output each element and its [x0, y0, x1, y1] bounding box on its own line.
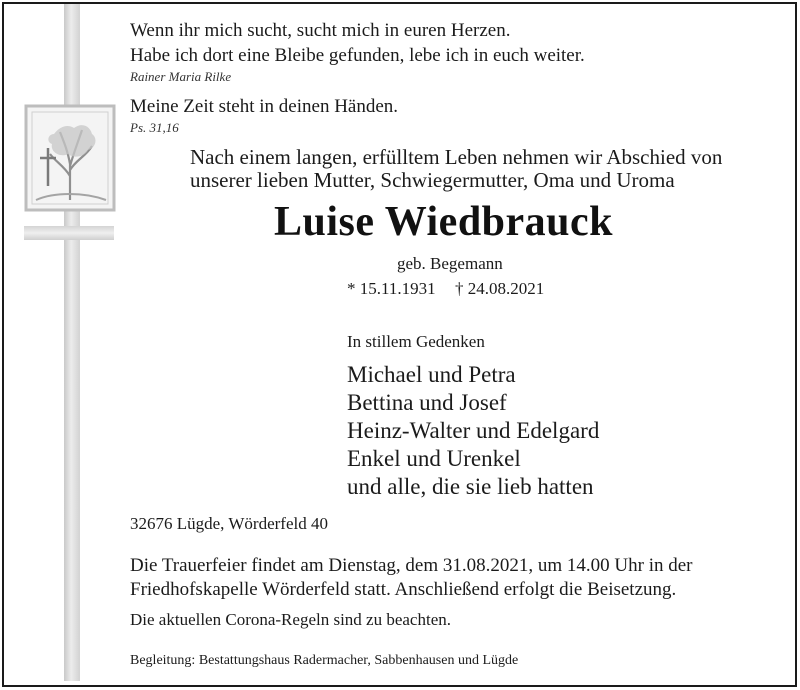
- mourner-line: Enkel und Urenkel: [347, 446, 521, 471]
- ceremony-line: Friedhofskapelle Wörderfeld statt. Anschließend erfolgt die Beisetzung.: [130, 579, 677, 600]
- mourners-heading: In stillem Gedenken: [347, 332, 485, 351]
- quote-line: Meine Zeit steht in deinen Händen.: [130, 96, 399, 117]
- corona-note: Die aktuellen Corona-Regeln sind zu beachten.: [130, 610, 451, 629]
- cross-horizontal-bar: [24, 226, 114, 240]
- death-date: † 24.08.2021: [455, 279, 545, 298]
- mourner-line: und alle, die sie lieb hatten: [347, 474, 594, 499]
- mourner-line: Bettina und Josef: [347, 390, 507, 415]
- deceased-name: Luise Wiedbrauck: [274, 199, 614, 245]
- intro-line: Nach einem langen, erfülltem Leben nehmen wir Abschied von: [190, 145, 723, 169]
- mourner-line: Michael und Petra: [347, 362, 516, 387]
- quote-line: Habe ich dort eine Bleibe gefunden, lebe ich in euch weiter.: [130, 45, 585, 66]
- tree-cross-picture-icon: [24, 104, 116, 212]
- quote-source: Rainer Maria Rilke: [130, 69, 232, 84]
- mourner-line: Heinz-Walter und Edelgard: [347, 418, 600, 443]
- maiden-name: geb. Begemann: [397, 254, 503, 273]
- intro-line: unserer lieben Mutter, Schwiegermutter, Oma und Uroma: [190, 168, 675, 192]
- quote-source: Ps. 31,16: [130, 120, 179, 135]
- address: 32676 Lügde, Wörderfeld 40: [130, 514, 328, 533]
- birth-date: * 15.11.1931: [347, 279, 436, 298]
- quote-line: Wenn ihr mich sucht, sucht mich in euren Herzen.: [130, 20, 511, 41]
- escort-line: Begleitung: Bestattungshaus Radermacher, Sabbenhausen und Lügde: [130, 653, 519, 668]
- ceremony-line: Die Trauerfeier findet am Dienstag, dem 31.08.2021, um 14.00 Uhr in der: [130, 555, 693, 576]
